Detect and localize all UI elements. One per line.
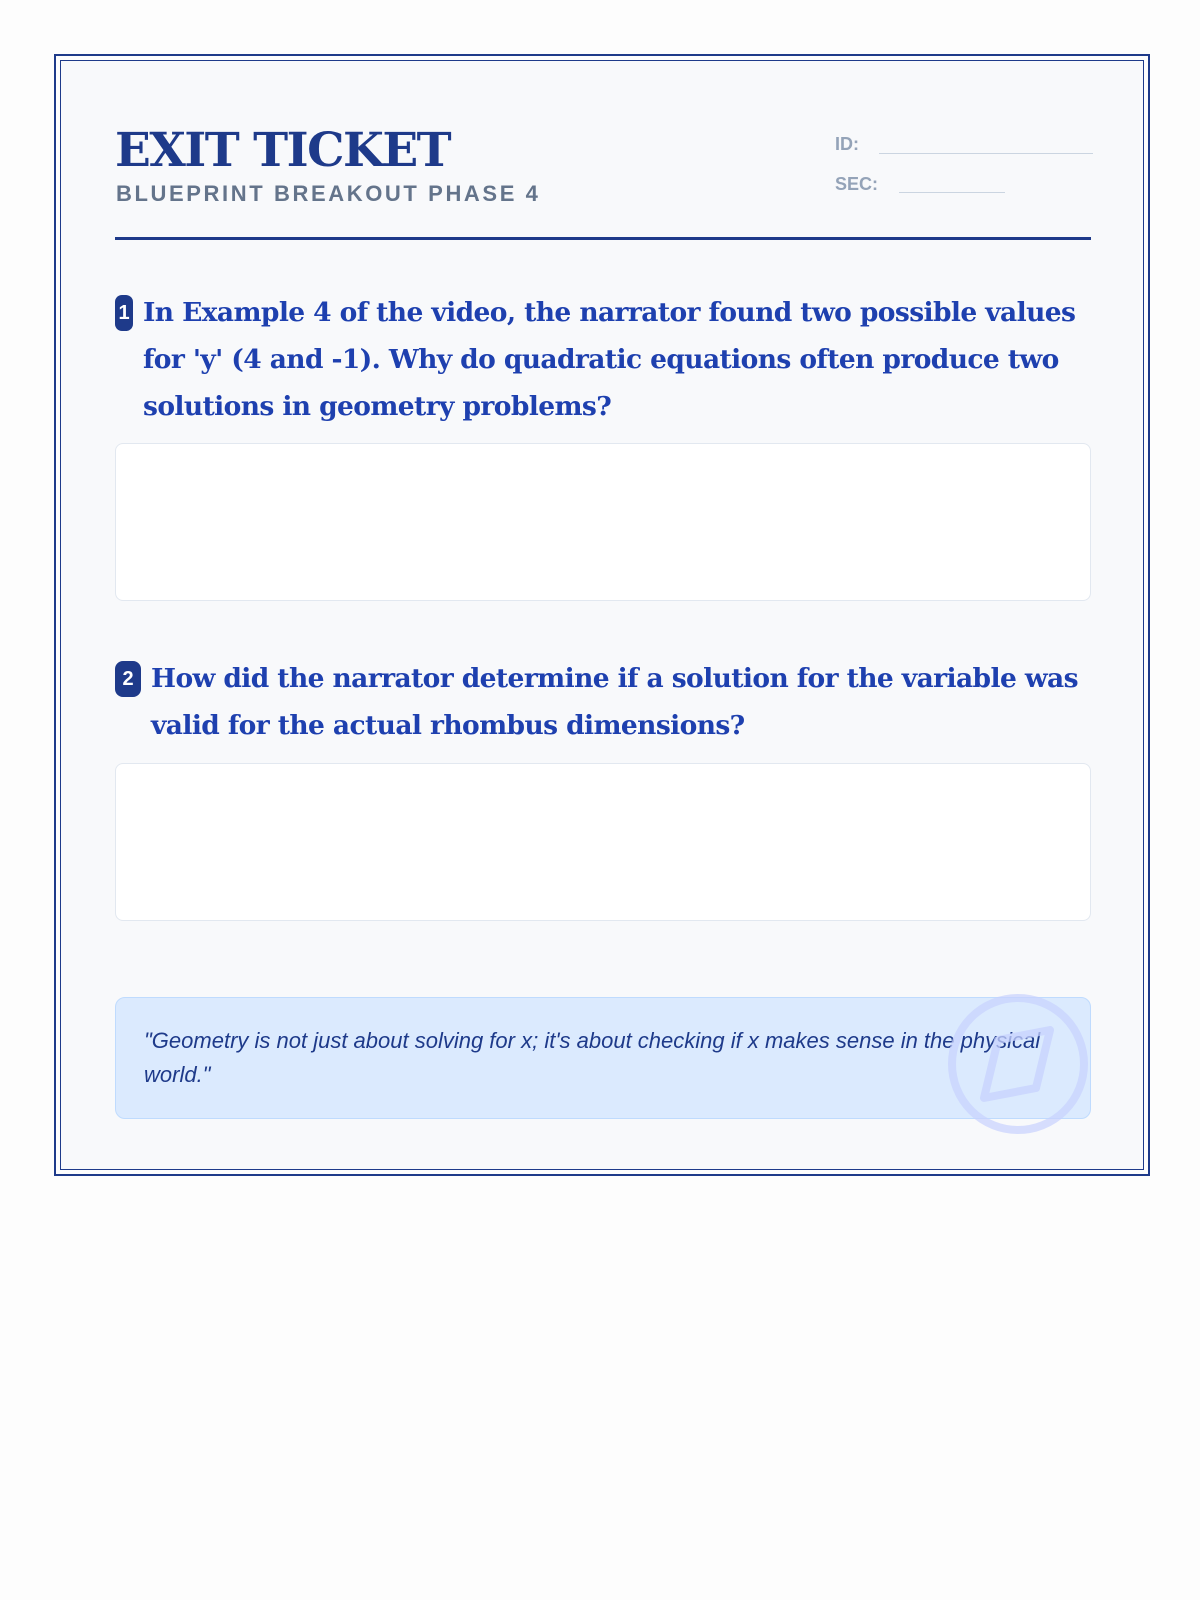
page-subtitle: BLUEPRINT BREAKOUT PHASE 4: [116, 181, 541, 206]
rhombus-seal-icon: [945, 991, 1091, 1137]
page-title: EXIT TICKET: [115, 123, 451, 178]
sec-field[interactable]: [899, 192, 1005, 193]
id-label: ID:: [835, 134, 859, 154]
question-text: In Example 4 of the video, the narrator found two possible values for 'y' (4 and -1). Why do quadratic equations often produce two solutions in geometry problems?: [143, 297, 1076, 422]
question-1: [115, 291, 1091, 431]
question-2: [115, 657, 1091, 753]
answer-input-2[interactable]: [115, 763, 1091, 921]
sec-label: SEC:: [835, 174, 879, 194]
id-field[interactable]: [879, 153, 1093, 154]
quote-text: "Geometry is not just about solving for x; it's about checking if x makes sense in the physical world.": [144, 1028, 1041, 1087]
exit-ticket-card: [54, 54, 1150, 1176]
ticket-header: [115, 121, 1091, 240]
question-number-badge: 2: [115, 661, 141, 697]
question-number-badge: 1: [115, 295, 133, 331]
ticket-inner-frame: [60, 60, 1144, 1170]
answer-input-1[interactable]: [115, 443, 1091, 601]
question-text: How did the narrator determine if a solution for the variable was valid for the actual rhombus dimensions?: [151, 663, 1078, 741]
